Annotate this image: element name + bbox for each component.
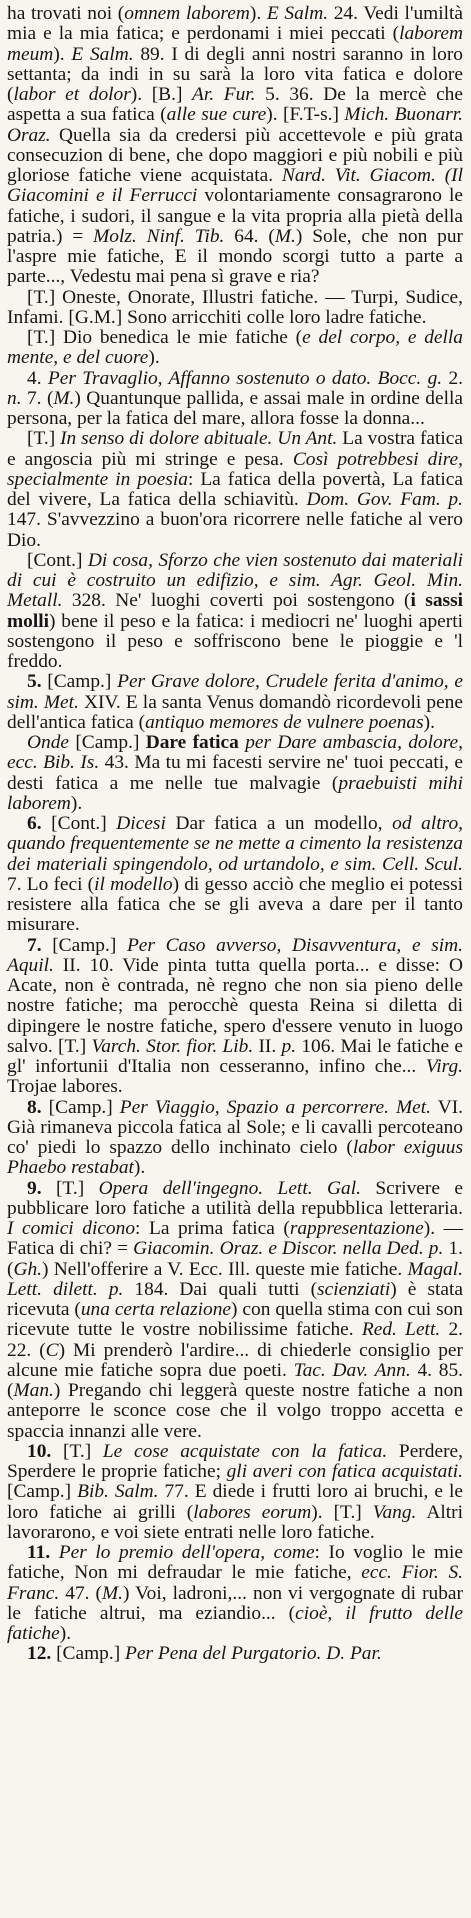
text-run: [T.] — [51, 1440, 103, 1462]
text-run: ) Voi, ladroni,... non vi vergognate di rubar le fatiche altrui, ma eziandio... ( — [7, 1582, 463, 1624]
bold-run: 8. — [27, 1096, 42, 1118]
text-run: [Camp.] — [41, 671, 118, 693]
text-run: [T.] — [27, 428, 61, 450]
italic-run: e del corpo, e della mente, e del cuore — [7, 327, 463, 369]
text-run: II. — [253, 1035, 282, 1057]
italic-run: n. — [7, 387, 22, 409]
text-run: ) Quantunque pallida, e assai male in ordine della persona, per la fatica del mare, allora fosse la donna... — [7, 387, 463, 429]
italic-run: C — [45, 1339, 59, 1361]
italic-run: M. — [274, 225, 296, 247]
text-run: 106. Mai le fatiche e gl' infortunii d'Italia non cesseranno, infino che... — [7, 1035, 463, 1077]
text-run: [Camp.] — [41, 934, 127, 956]
italic-run: ecc. Fior. S. Franc. — [7, 1562, 463, 1604]
text-run: 2. 22. ( — [7, 1319, 463, 1361]
italic-run: In senso di dolore abituale. Un Ant. — [60, 428, 338, 450]
text-run: ha trovati noi ( — [7, 3, 125, 24]
italic-run: per Dare ambascia, dolore, ecc. Bib. Is. — [7, 732, 463, 774]
text-run: [Cont.] — [41, 813, 117, 834]
italic-run: Per Pena del Purgatorio. D. Par. — [125, 1643, 382, 1665]
italic-run: labores eorum — [193, 1501, 312, 1523]
text-run: 2. — [442, 367, 464, 389]
italic-run: Mich. Buonarr. Oraz. — [7, 104, 463, 146]
bold-run: 9. — [27, 1177, 42, 1199]
text-run: Quella sia da credersi più accettevole e più grata consecuzion di bene, che dopo maggiori e più nobili e più gloriose fatiche viene acquistata. — [7, 124, 463, 186]
text-run: ) Mi prenderò l'ardire... di chiederle consiglio per alcune mie fatiche sopra due poeti. — [7, 1339, 463, 1381]
italic-run: labor exiguus Phaebo restabat — [7, 1137, 463, 1179]
italic-run: I comici dicono — [7, 1218, 136, 1239]
italic-run: rappresentazione — [289, 1218, 424, 1239]
italic-run: Opera dell'ingegno. Lett. Gal. — [98, 1177, 361, 1199]
italic-run: Per Grave dolore, Crudele ferita d'animo, e sim. Met. — [7, 671, 463, 713]
entry-paragraph — [7, 4, 463, 288]
text-run: ) Pregando chi leggerà queste nostre fatiche a non anteporre le sconce cose che il volgo troppo accetta e spaccia innanzi alle vere. — [7, 1380, 463, 1442]
text-run: [Camp.] — [7, 1481, 78, 1503]
italic-run: M. — [102, 1582, 124, 1604]
entry-paragraph — [7, 1543, 463, 1644]
text-run: 89. I di degli anni nostri saranno in loro settanta; da indi in su sarà la loro vita fatica e dolore ( — [7, 43, 463, 105]
text-run: 77. E diede i frutti loro ai bruchi, e le loro fatiche ai grilli ( — [7, 1481, 463, 1523]
italic-run: cioè, il frutto delle fatiche — [7, 1602, 463, 1644]
italic-run: Per Travaglio, Affanno sostenuto o dato. Bocc. g. — [47, 367, 443, 389]
text-run: ) Sole, che non pur l'aspre mie fatiche, E il mondo scorgi tutto a parte a parte..., Vedestu mai pena sì grave e ria? — [7, 225, 464, 288]
italic-run: Giacomin. Oraz. e Discor. nella Ded. p. — [133, 1238, 444, 1260]
text-run: 184. Dai quali tutti ( — [123, 1278, 318, 1300]
text-run: ) — [249, 3, 257, 24]
italic-run: Nard. Vit. Giacom. (Il Giacomini e il Ferrucci — [7, 165, 463, 207]
bold-run: 7. — [27, 934, 42, 956]
italic-run: Molz. Ninf. Tib. — [93, 225, 225, 247]
text-run: ). — Fatica di chi? = — [7, 1218, 463, 1260]
text-run: ). [B.] — [130, 84, 193, 105]
text-run: XIV. E la santa Venus domandò ricordevoli pene dell'antica fatica ( — [7, 691, 463, 733]
italic-run: Così potrebbesi dire, specialmente in poesia — [7, 448, 464, 490]
italic-run: Per lo premio dell'opera, come — [58, 1542, 315, 1563]
italic-run: Per Viaggio, Spazio a percorrere. Met. — [119, 1096, 431, 1118]
text-run: : La fatica della povertà, La fatica del vivere, La fatica della schiavitù. — [7, 468, 463, 510]
italic-run: Gh. — [13, 1258, 43, 1280]
entry-paragraph — [7, 328, 463, 369]
entry-paragraph — [7, 1644, 463, 1664]
italic-run: M. — [53, 387, 75, 409]
italic-run: Dom. Gov. Fam. p. — [306, 489, 463, 510]
italic-run: Ar. Fur. — [192, 84, 256, 105]
text-run: 5. 36. De la mercè che aspetta a sua fatica ( — [7, 84, 463, 126]
italic-run: antiquo memores de vulnere poenas — [145, 711, 424, 733]
text-run: [T.] Dio benedica le mie fatiche ( — [27, 327, 303, 348]
italic-run: scienziati — [317, 1278, 391, 1300]
text-run: 24. Vedi l'umiltà mia e la mia fatica; e perdonami i miei peccati ( — [7, 3, 463, 45]
italic-run: gli averi con fatica acquistati. — [226, 1461, 463, 1482]
text-run: ) di gesso acciò che meglio ei potessi resistere alla fatica che se gli aveva a dare per il tanto misurare. — [7, 873, 464, 936]
bold-run: Dare fatica — [145, 732, 239, 753]
entry-paragraph — [7, 369, 463, 430]
text-run: Scrivere e pubblicare loro fatiche a utilità della repubblica letteraria. — [7, 1177, 464, 1219]
bold-run: 10. — [27, 1440, 52, 1462]
text-run: [Camp.] — [69, 732, 146, 753]
text-run: ) con quella stima con cui son ricevute tutte le vostre nobilissime fatiche. — [7, 1299, 464, 1341]
text-run: ) è stata ricevuta ( — [7, 1278, 463, 1320]
italic-run: Magal. Lett. dilett. p. — [7, 1258, 463, 1300]
text-run: La vostra fatica e angoscia più mi stringe e pesa. — [7, 428, 464, 470]
text-run: Trojae labores. — [7, 1076, 123, 1098]
text-run: 4. — [27, 367, 48, 389]
text-run: 4. 85. ( — [7, 1359, 464, 1401]
text-run: 64. ( — [224, 225, 275, 247]
text-run: ) bene il peso e la fatica: i mediocri ne' luoghi aperti sostengono il peso e soffriscono bene le pioggie e 'l freddo. — [7, 610, 463, 672]
italic-run: Virg. — [425, 1056, 463, 1077]
text-run: . — [256, 3, 267, 24]
text-run: [T.] — [41, 1177, 99, 1199]
italic-run: Dicesi — [116, 813, 166, 834]
text-run: ). [F.T-s.] — [266, 104, 345, 126]
italic-run: alle sue cure — [166, 104, 267, 126]
italic-run: Vang. — [372, 1501, 417, 1523]
italic-run: p. — [281, 1035, 297, 1057]
text-run: 147. S'avvezzino a buon'ora ricorrere nelle fatiche al vero Dio. — [7, 509, 463, 551]
text-run: ). — [59, 1623, 72, 1644]
italic-run: Di cosa, Sforzo che vien sostenuto dai materiali di cui è costruito un edifizio, e sim. Agr. Geol. Min. Metall. — [7, 549, 463, 612]
text-run: ). — [133, 1157, 146, 1179]
text-run: Dar fatica a un modello, — [165, 813, 393, 834]
entry-paragraph — [7, 814, 463, 936]
bold-run: 12. — [27, 1643, 52, 1665]
entry-paragraph — [7, 429, 463, 551]
italic-run: Tac. Dav. Ann. — [293, 1359, 411, 1381]
text-run: 7. Lo feci ( — [7, 873, 95, 895]
italic-run: praebuisti mihi laborem — [7, 772, 463, 814]
text-run: : La prima fatica ( — [135, 1218, 290, 1239]
entry-paragraph — [7, 1442, 463, 1543]
text-run: ). — [148, 347, 160, 369]
italic-run: Le cose acquistate con la fatica. — [102, 1440, 388, 1462]
italic-run: Per Caso avverso, Disavventura, e sim. Aquil. — [7, 934, 463, 976]
text-run: [Cont.] — [27, 549, 88, 571]
text-run: ). — [423, 711, 435, 733]
text-run: VI. Già rimaneva piccola fatica al Sole; e li cavalli percoteano co' piedi lo spazzo dello inchinato cielo ( — [7, 1096, 464, 1158]
italic-run: Red. Lett. — [361, 1319, 441, 1341]
italic-run: omnem laborem — [124, 3, 250, 24]
text-run: 47. ( — [59, 1582, 102, 1604]
text-run: ). — [70, 792, 83, 814]
italic-run: labor et dolor — [13, 84, 131, 105]
text-run: ). [T.] — [311, 1501, 373, 1523]
text-run: ). — [53, 43, 72, 65]
text-run: [Camp.] — [51, 1643, 126, 1665]
entry-paragraph — [7, 551, 463, 673]
text-run: Altri lavorarono, e voi siete entrati nelle loro fatiche. — [7, 1501, 463, 1543]
entry-paragraph — [7, 1179, 463, 1442]
text-run: ) Nell'offerire a V. Ecc. Ill. queste mie fatiche. — [42, 1258, 408, 1280]
bold-run: 6. — [27, 813, 42, 834]
italic-run: Onde — [27, 732, 70, 753]
entry-paragraph — [7, 288, 463, 329]
entry-paragraph — [7, 936, 463, 1098]
italic-run: una certa relazione — [80, 1299, 232, 1320]
italic-run: od altro, quando frequentemente se ne mette a cimento la resistenza dei materiali spingendolo, od urtandolo, e sim. Cell. Scul. — [7, 813, 464, 875]
italic-run: E Salm. — [71, 43, 134, 65]
entry-paragraph — [7, 672, 463, 733]
italic-run: Man. — [13, 1380, 54, 1401]
bold-run: i sassi molli — [7, 590, 463, 632]
italic-run: Bib. Salm. — [77, 1481, 159, 1503]
italic-run: E Salm. — [266, 3, 329, 24]
entry-paragraph — [7, 1098, 463, 1179]
italic-run: Varch. Stor. fior. Lib. — [91, 1035, 254, 1057]
text-run: [Camp.] — [41, 1096, 120, 1118]
text-run: 328. Ne' luoghi coverti poi sostengono ( — [62, 590, 411, 612]
text-run: 1. ( — [7, 1238, 463, 1280]
entry-paragraph — [7, 733, 463, 814]
text-run: II. 10. Vide pinta tutta quella porta... e disse: O Acate, non è contrada, nè regno che non sia pieno delle nostre fatiche; ma perocchè questa Reina si diletta di dipingere le nostre fatiche, spero d'essere venuto in luogo salvo. [T.] — [7, 954, 463, 1057]
text-run: Perdere, Sperdere le proprie fatiche; — [7, 1440, 463, 1482]
text-run — [50, 1542, 59, 1563]
italic-run: laborem meum — [7, 23, 463, 65]
text-run: 43. Ma tu mi facesti servire ne' tuoi peccati, e desti fatica a me nelle tue malvagie ( — [7, 752, 463, 794]
text-run: : Io voglio le mie fatiche, Non mi defraudar le mie fatiche, — [7, 1542, 463, 1584]
italic-run: il modello — [94, 873, 173, 895]
text-run: 7. ( — [21, 387, 54, 409]
text-run: volontariamente consagrarono le fatiche, i sudori, il sangue e la vita propria alla pietà della patria.) = — [7, 185, 464, 247]
bold-run: 5. — [27, 671, 42, 693]
text-run: [T.] Oneste, Onorate, Illustri fatiche. — Turpi, Sudice, Infami. [G.M.] Sono arricchiti colle loro ladre fatiche. — [7, 286, 463, 328]
bold-run: 11. — [27, 1542, 51, 1563]
